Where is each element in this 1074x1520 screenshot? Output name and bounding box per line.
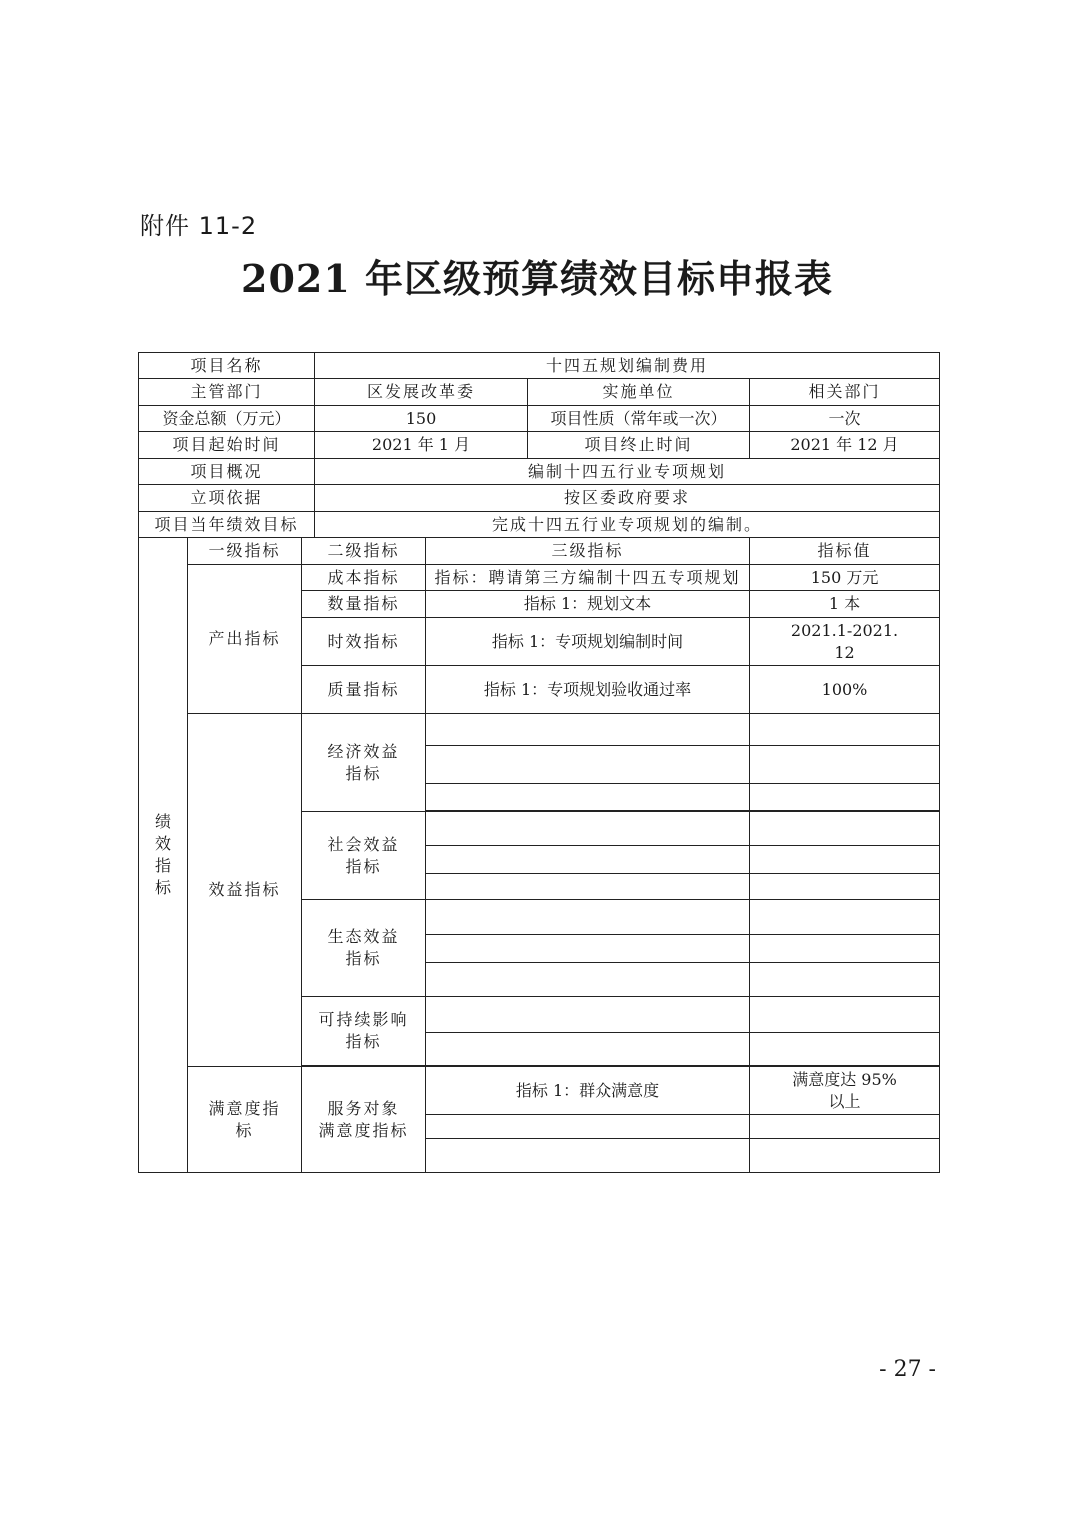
table-cell-empty [750, 746, 940, 784]
output-indicator-label: 产出指标 [188, 565, 302, 714]
table-cell-empty [426, 746, 750, 784]
table-cell-empty [426, 714, 750, 746]
form-title: 2021 年区级预算绩效目标申报表 [241, 256, 833, 301]
header-level3: 三级指标 [426, 538, 750, 565]
time-indicator-value [750, 618, 940, 666]
start-value: 2021 年 1 月 [315, 432, 528, 459]
service-label-line2: 满意度指标 [318, 1120, 409, 1140]
service-label-line1: 服务对象 [327, 1098, 400, 1118]
benefit-indicator-label: 效益指标 [188, 714, 302, 1067]
table-cell-empty [426, 1033, 750, 1066]
satisfaction-indicator-label [188, 1067, 302, 1173]
satisfaction-value-line1: 满意度达 95% [792, 1069, 897, 1089]
table-cell-empty [426, 935, 750, 963]
sustainable-label-line2: 指标 [345, 1032, 382, 1051]
section-char: 标 [154, 878, 171, 897]
economic-benefit-label [302, 714, 426, 812]
dept-label: 主管部门 [139, 379, 315, 406]
goal-label: 项目当年绩效目标 [139, 512, 315, 538]
header-level1: 一级指标 [188, 538, 302, 565]
time-value-line1: 2021.1-2021. [790, 620, 899, 640]
table-cell-empty [750, 874, 940, 900]
social-label-line2: 指标 [345, 856, 382, 876]
table-cell-empty [426, 846, 750, 874]
end-label: 项目终止时间 [528, 432, 750, 459]
ecological-label-line2: 指标 [345, 949, 382, 968]
economic-label-line1: 经济效益 [327, 741, 400, 761]
table-cell-empty [426, 963, 750, 997]
overview-label: 项目概况 [139, 459, 315, 485]
table-cell-empty [750, 935, 940, 963]
table-cell-empty [750, 1139, 940, 1173]
table-cell-empty [750, 812, 940, 846]
impl-value: 相关部门 [750, 379, 940, 406]
goal-value: 完成十四五行业专项规划的编制。 [315, 512, 940, 538]
sustainable-impact-label [302, 997, 426, 1066]
project-name-value: 十四五规划编制费用 [315, 353, 940, 379]
cost-indicator-value: 150 万元 [750, 565, 940, 591]
time-indicator-label: 时效指标 [302, 618, 426, 666]
funds-label: 资金总额（万元） [139, 406, 315, 432]
ecological-label-line1: 生态效益 [327, 927, 400, 946]
table-cell-empty [426, 812, 750, 846]
sustainable-label-line1: 可持续影响 [318, 1010, 409, 1029]
table-cell-empty [426, 900, 750, 935]
budget-performance-table [138, 352, 940, 1173]
dept-value: 区发展改革委 [315, 379, 528, 406]
section-char: 绩 [154, 812, 171, 831]
satisfaction-label-line2: 标 [235, 1120, 254, 1140]
satisfaction-value-line2: 以上 [828, 1091, 861, 1111]
ecological-benefit-label [302, 900, 426, 997]
overview-value: 编制十四五行业专项规划 [315, 459, 940, 485]
performance-indicator-section [139, 538, 188, 1173]
header-level2: 二级指标 [302, 538, 426, 565]
table-cell-empty [750, 997, 940, 1033]
quality-indicator-label: 质量指标 [302, 666, 426, 714]
project-name-label: 项目名称 [139, 353, 315, 379]
time-indicator-item: 指标 1：专项规划编制时间 [426, 618, 750, 666]
service-satisfaction-label [302, 1067, 426, 1173]
page-number: - 27 - [879, 1357, 936, 1382]
section-char: 效 [154, 834, 171, 853]
table-cell-empty [750, 714, 940, 746]
table-cell-empty [426, 1139, 750, 1173]
cost-indicator-label: 成本指标 [302, 565, 426, 591]
basis-value: 按区委政府要求 [315, 485, 940, 512]
attachment-label: 附件 11-2 [140, 212, 258, 240]
start-label: 项目起始时间 [139, 432, 315, 459]
quantity-indicator-item: 指标 1：规划文本 [426, 591, 750, 618]
table-cell-empty [750, 1115, 940, 1139]
nature-label: 项目性质（常年或一次） [528, 406, 750, 432]
section-char: 指 [154, 856, 171, 875]
table-cell-empty [750, 1033, 940, 1066]
impl-label: 实施单位 [528, 379, 750, 406]
table-cell-empty [750, 963, 940, 997]
quality-indicator-value: 100% [750, 666, 940, 714]
basis-label: 立项依据 [139, 485, 315, 512]
table-cell-empty [750, 784, 940, 811]
funds-value: 150 [315, 406, 528, 432]
end-value: 2021 年 12 月 [750, 432, 940, 459]
table-cell-empty [426, 784, 750, 811]
cost-indicator-item: 指标：聘请第三方编制十四五专项规划 [426, 565, 750, 591]
header-value: 指标值 [750, 538, 940, 565]
economic-label-line2: 指标 [345, 763, 382, 783]
quality-indicator-item: 指标 1：专项规划验收通过率 [426, 666, 750, 714]
nature-value: 一次 [750, 406, 940, 432]
time-value-line2: 12 [834, 642, 855, 662]
table-cell-empty [750, 900, 940, 935]
satisfaction-value [750, 1067, 940, 1115]
table-cell-empty [426, 874, 750, 900]
table-cell-empty [426, 1115, 750, 1139]
table-cell-empty [426, 997, 750, 1033]
satisfaction-label-line1: 满意度指 [208, 1098, 281, 1118]
social-benefit-label [302, 812, 426, 900]
social-label-line1: 社会效益 [327, 834, 400, 854]
satisfaction-item: 指标 1：群众满意度 [426, 1067, 750, 1115]
quantity-indicator-label: 数量指标 [302, 591, 426, 618]
quantity-indicator-value: 1 本 [750, 591, 940, 618]
table-cell-empty [750, 846, 940, 874]
